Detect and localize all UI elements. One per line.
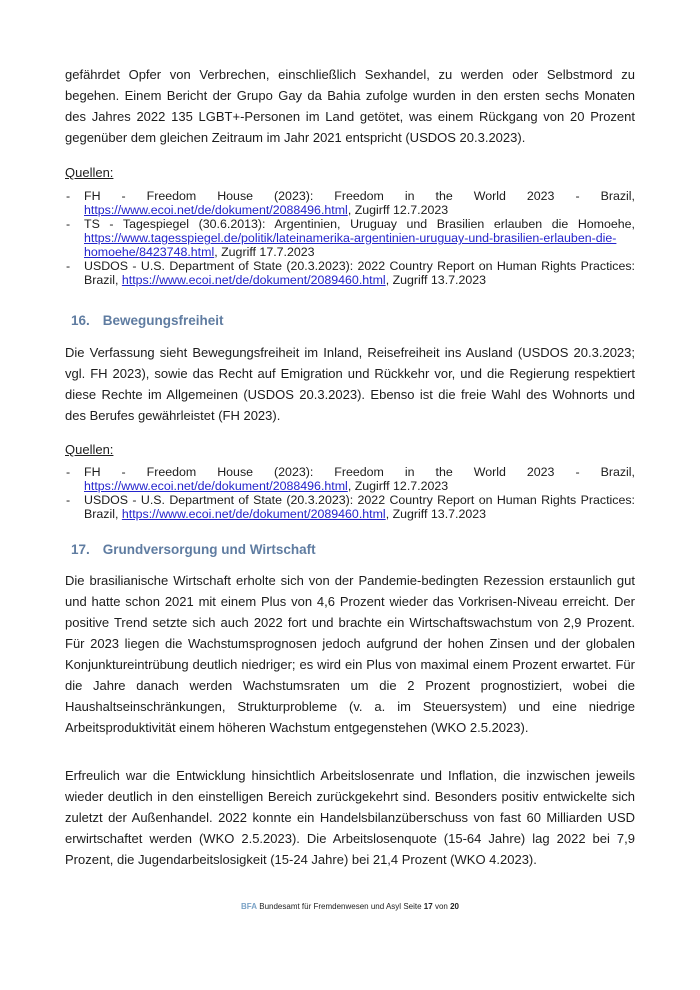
section-number: 17. bbox=[71, 542, 90, 557]
source-text: , Zugriff 17.7.2023 bbox=[214, 245, 315, 259]
source-item bbox=[65, 189, 635, 217]
list-dash: - bbox=[66, 259, 71, 273]
list-dash: - bbox=[66, 493, 71, 507]
list-dash: - bbox=[66, 465, 71, 479]
sources-list bbox=[65, 465, 635, 521]
source-text: , Zugirff 12.7.2023 bbox=[347, 479, 449, 493]
footer-of-word: von bbox=[434, 902, 448, 911]
source-item bbox=[65, 493, 635, 521]
sources-label: Quellen: bbox=[65, 442, 114, 457]
source-text: , Zugriff 13.7.2023 bbox=[385, 507, 487, 521]
source-text: , Zugirff 12.7.2023 bbox=[347, 203, 449, 217]
source-item bbox=[65, 465, 635, 493]
footer-page-number: 17 bbox=[423, 902, 433, 911]
source-text: TS - Tagespiegel (30.6.2013): Argentinien, Uruguay und Brasilien erlauben die Homoehe, bbox=[84, 217, 635, 231]
section-17-paragraph-1: Die brasilianische Wirtschaft erholte sich von der Pandemie-bedingten Rezession erstaunlich gut und hatte schon 2021 mit einem Plus von 4,6 Prozent wieder das Vorkrisen-Niveau erreicht. Der positive Trend setzte sich auch 2022 fort und brachte ein Wirtschaftswachstum von 2,9 Prozent. Für 2023 liegen die Wachstumsprognosen jedoch aufgrund der hohen Zinsen und der globalen Konjunktureintrübung deutlich niedriger; es wird ein Plus von maximal einem Prozent erwartet. Für die Jahre danach werden Wachstumsraten um die 2 Prozent prognostiziert, wobei die Haushaltseinschränkungen, Strukturprobleme (v. a. im Steuersystem) und eine niedrige Arbeitsproduktivität einem höheren Wachstum entgegenstehen (WKO 2.5.2023). bbox=[65, 573, 635, 735]
source-text: USDOS - U.S. Department of State (20.3.2023): 2022 Country Report on Human Rights Practices: Brazil, bbox=[84, 259, 635, 287]
sources-label: Quellen: bbox=[65, 165, 114, 180]
list-dash: - bbox=[66, 189, 71, 203]
source-item bbox=[65, 217, 635, 259]
page-footer bbox=[0, 902, 700, 912]
source-text: , Zugriff 13.7.2023 bbox=[385, 273, 487, 287]
list-dash: - bbox=[66, 217, 71, 231]
section-16-paragraph: Die Verfassung sieht Bewegungsfreiheit im Inland, Reisefreiheit ins Ausland (USDOS 20.3.2023; vgl. FH 2023), sowie das Recht auf Emigration und Rückkehr vor, und die Regierung respektiert diese Rechte im Allgemeinen (USDOS 20.3.2023). Ebenso ist die freie Wahl des Wohnorts und des Berufes gewährleistet (FH 2023). bbox=[65, 345, 635, 423]
source-link[interactable]: https://www.ecoi.net/de/dokument/2088496.html bbox=[84, 203, 348, 217]
section-17-paragraph-2: Erfreulich war die Entwicklung hinsichtlich Arbeitslosenrate und Inflation, die inzwischen jeweils wieder deutlich in den einstelligen Bereich zurückgekehrt sind. Besonders positiv entwickelte sich zuletzt der Außenhandel. 2022 konnte ein Handelsbilanzüberschuss von fast 60 Milliarden USD erwirtschaftet werden (WKO 2.5.2023). Die Arbeitslosenquote (15-64 Jahre) lag 2022 bei 7,9 Prozent, die Jugendarbeitslosigkeit (15-24 Jahre) bei 21,4 Prozent (WKO 4.2023). bbox=[65, 768, 635, 867]
source-text: USDOS - U.S. Department of State (20.3.2023): 2022 Country Report on Human Rights Practices: Brazil, bbox=[84, 493, 635, 521]
section-title: Bewegungsfreiheit bbox=[102, 313, 224, 328]
section-number: 16. bbox=[71, 313, 90, 328]
source-text: FH - Freedom House (2023): Freedom in the World 2023 - Brazil, bbox=[84, 465, 635, 479]
source-link[interactable]: https://www.tagesspiegel.de/politik/lateinamerika-argentinien-uruguay-und-brasilien-erlauben-die-homoehe/8423748.html bbox=[84, 231, 617, 259]
source-item bbox=[65, 259, 635, 287]
section-title: Grundversorgung und Wirtschaft bbox=[102, 542, 316, 557]
footer-page-word: Seite bbox=[403, 902, 422, 911]
intro-paragraph: gefährdet Opfer von Verbrechen, einschließlich Sexhandel, zu werden oder Selbstmord zu begehen. Einem Bericht der Grupo Gay da Bahia zufolge wurden in den ersten sechs Monaten des Jahres 2022 135 LGBT+-Personen im Land getötet, was einem Rückgang von 20 Prozent gegenüber dem gleichen Zeitraum im Jahr 2021 entspricht (USDOS 20.3.2023). bbox=[65, 67, 635, 145]
source-link[interactable]: https://www.ecoi.net/de/dokument/2089460.html bbox=[121, 273, 386, 287]
footer-org-name: Bundesamt für Fremdenwesen und Asyl bbox=[259, 902, 402, 911]
source-text: FH - Freedom House (2023): Freedom in the World 2023 - Brazil, bbox=[84, 189, 635, 203]
source-link[interactable]: https://www.ecoi.net/de/dokument/2088496.html bbox=[84, 479, 348, 493]
section-heading-17 bbox=[71, 542, 635, 558]
source-link[interactable]: https://www.ecoi.net/de/dokument/2089460.html bbox=[121, 507, 386, 521]
sources-list bbox=[65, 189, 635, 287]
bfa-logo: BFA bbox=[241, 902, 257, 911]
section-heading-16 bbox=[71, 313, 635, 329]
footer-total-pages: 20 bbox=[450, 902, 459, 911]
